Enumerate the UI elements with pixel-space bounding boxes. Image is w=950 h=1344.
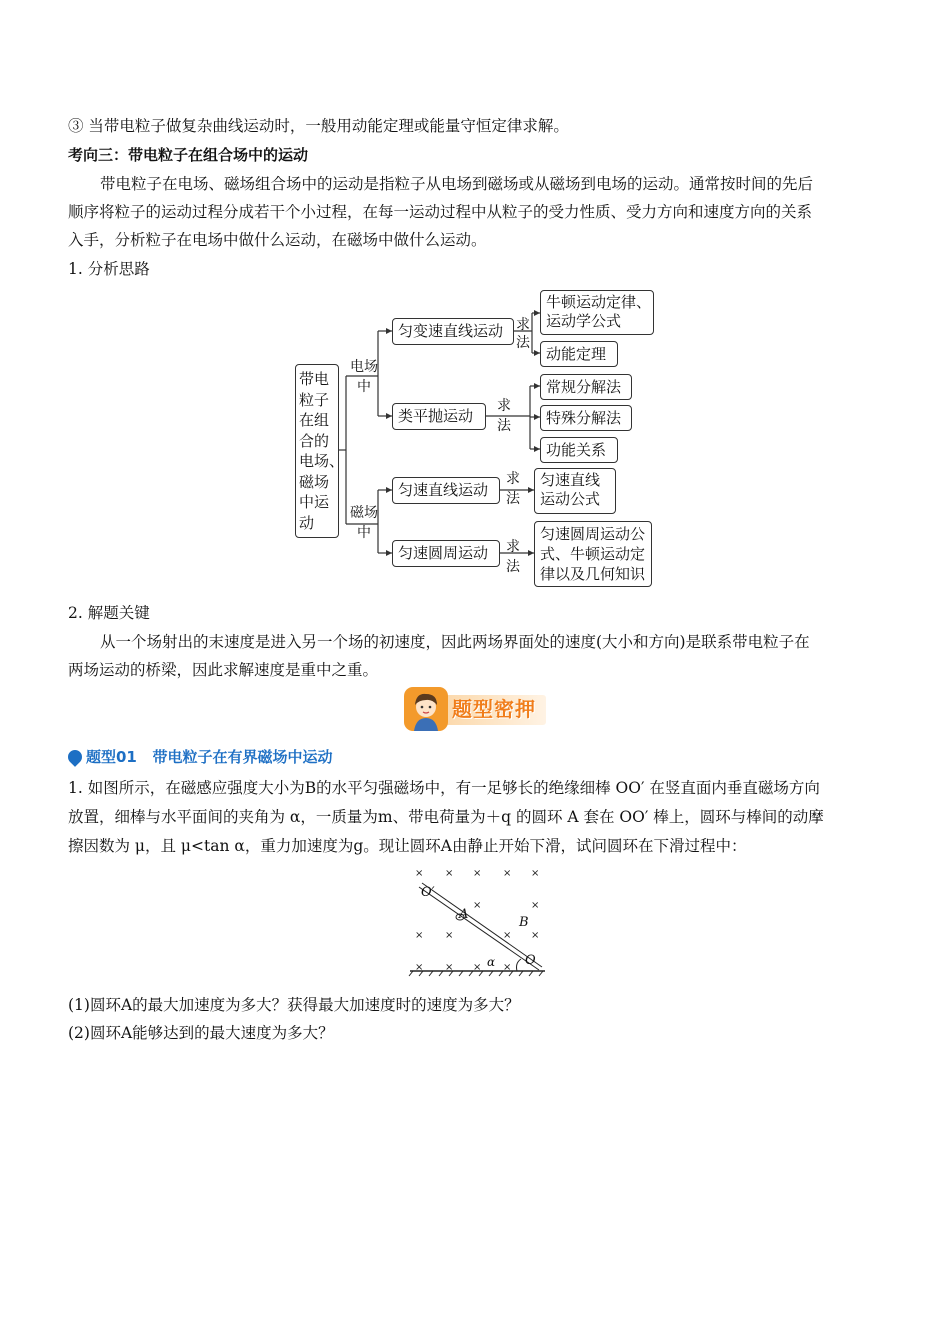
- text-line: 顺序将粒子的运动过程分成若干个小过程，在每一运动过程中从粒子的受力性质、受力方向和速度方向的关系: [68, 203, 813, 221]
- node-line: 运动学公式: [546, 312, 622, 330]
- cross-mark: ×: [503, 868, 512, 879]
- qiufa-label: 法: [506, 491, 520, 507]
- cross-mark: ×: [415, 868, 424, 879]
- diagram-root-line: 动: [299, 513, 315, 532]
- node-projectile-like: 类平抛运动: [392, 403, 486, 430]
- node-line: 运动公式: [540, 490, 601, 508]
- diagram-root-line: 合的: [299, 431, 330, 450]
- subheading: 2. 解题关键: [68, 604, 150, 622]
- label-alpha: α: [487, 955, 496, 969]
- diagram-root-line: 中运: [299, 493, 330, 511]
- node-kinetic-energy-theorem: 动能定理: [540, 341, 618, 367]
- label-b: B: [519, 915, 529, 930]
- cross-mark: ×: [473, 900, 482, 911]
- qiufa-label: 法: [506, 559, 520, 575]
- qiufa-label: 求: [506, 539, 520, 555]
- cross-mark: ×: [415, 962, 424, 973]
- diagram-root-box: [295, 364, 345, 538]
- node-line: 律以及几何知识: [540, 565, 646, 583]
- node-line: 牛顿运动定律、: [546, 293, 652, 311]
- electric-field-label: 电场: [350, 359, 378, 375]
- qiufa-label: 法: [497, 418, 511, 434]
- cross-mark: ×: [445, 930, 454, 941]
- problem-line: 1. 如图所示，在磁感应强度大小为B的水平匀强磁场中，有一足够长的绝缘细棒 OO′ 在竖直面内垂直磁场方向: [68, 779, 820, 797]
- cross-mark: ×: [445, 962, 454, 973]
- node-newton-kinematics: [540, 290, 654, 335]
- label-a: A: [459, 907, 469, 922]
- cross-mark: ×: [445, 868, 454, 879]
- qiufa-label: 求: [497, 398, 511, 414]
- diagram-root-line: 磁场: [299, 472, 330, 491]
- cross-mark: ×: [531, 900, 540, 911]
- node-line: 匀速直线: [540, 471, 601, 489]
- cross-mark: ×: [531, 930, 540, 941]
- banner-title: 题型密押: [452, 697, 536, 721]
- node-uniform-linear-formula: [534, 468, 616, 514]
- electric-field-label: 中: [357, 379, 371, 395]
- cross-mark: ×: [473, 962, 482, 973]
- node-conventional-decomposition: 常规分解法: [540, 374, 632, 400]
- text-line: 两场运动的桥梁，因此求解速度是重中之重。: [68, 661, 379, 679]
- text-line: 带电粒子在电场、磁场组合场中的运动是指粒子从电场到磁场或从磁场到电场的运动。通常按时间的先后: [100, 175, 814, 193]
- node-uniform-circular: 匀速圆周运动: [392, 540, 500, 567]
- node-line: 式、牛顿运动定: [540, 545, 646, 563]
- cross-mark: ×: [473, 868, 482, 879]
- location-pin-icon: [65, 747, 85, 767]
- node-uniform-accel-linear: 匀变速直线运动: [392, 318, 514, 345]
- cross-mark: ×: [415, 930, 424, 941]
- teacher-icon: [404, 687, 448, 731]
- diagram-root-line: 粒子: [299, 390, 330, 409]
- problem-line: 放置，细棒与水平面间的夹角为 α，一质量为m、带电荷量为＋q 的圆环 A 套在 OO′ 棒上，圆环与棒间的动摩: [68, 808, 824, 826]
- text-line: 从一个场射出的末速度是进入另一个场的初速度，因此两场界面处的速度(大小和方向)是联系带电粒子在: [100, 633, 810, 651]
- cross-mark: ×: [503, 962, 512, 973]
- node-line: 匀速圆周运动公: [540, 525, 646, 543]
- section-banner: [404, 687, 546, 731]
- question-1: (1)圆环A的最大加速度为多大？获得最大加速度时的速度为多大？: [68, 996, 520, 1014]
- node-circular-formula: [534, 521, 652, 587]
- diagram-connectors: [0, 0, 950, 600]
- diagram-root-line: 带电: [299, 370, 330, 388]
- cross-mark: ×: [503, 930, 512, 941]
- magnetic-field-label: 中: [357, 525, 371, 541]
- question-2: (2)圆环A能够达到的最大速度为多大？: [68, 1024, 334, 1042]
- diagram-root-line: 电场、: [299, 452, 345, 470]
- magnetic-field-figure: [405, 860, 550, 978]
- label-o-prime: O′: [421, 885, 435, 900]
- qiufa-label: 求: [506, 471, 520, 487]
- label-o: O: [525, 953, 536, 968]
- section-heading: 考向三：带电粒子在组合场中的运动: [68, 146, 309, 164]
- node-work-energy: 功能关系: [540, 437, 618, 463]
- qiufa-label: 法: [516, 335, 530, 351]
- type-title: 带电粒子在有界磁场中运动: [152, 748, 333, 766]
- type-heading: [68, 746, 333, 767]
- problem-line: 擦因数为 μ，且 μ<tan α，重力加速度为g。现让圆环A由静止开始下滑，试问圆环在下滑过程中：: [68, 837, 747, 855]
- diagram-root-line: 在组: [299, 411, 330, 429]
- text-line: ③ 当带电粒子做复杂曲线运动时，一般用动能定理或能量守恒定律求解。: [68, 117, 569, 135]
- angle-arc: [517, 959, 522, 971]
- magnetic-field-label: 磁场: [350, 505, 378, 521]
- subheading: 1. 分析思路: [68, 260, 150, 278]
- qiufa-label: 求: [516, 317, 530, 333]
- type-label: 题型01: [86, 748, 137, 766]
- node-special-decomposition: 特殊分解法: [540, 405, 632, 431]
- cross-mark: ×: [531, 868, 540, 879]
- text-line: 入手，分析粒子在电场中做什么运动，在磁场中做什么运动。: [68, 231, 487, 249]
- node-uniform-linear: 匀速直线运动: [392, 477, 500, 504]
